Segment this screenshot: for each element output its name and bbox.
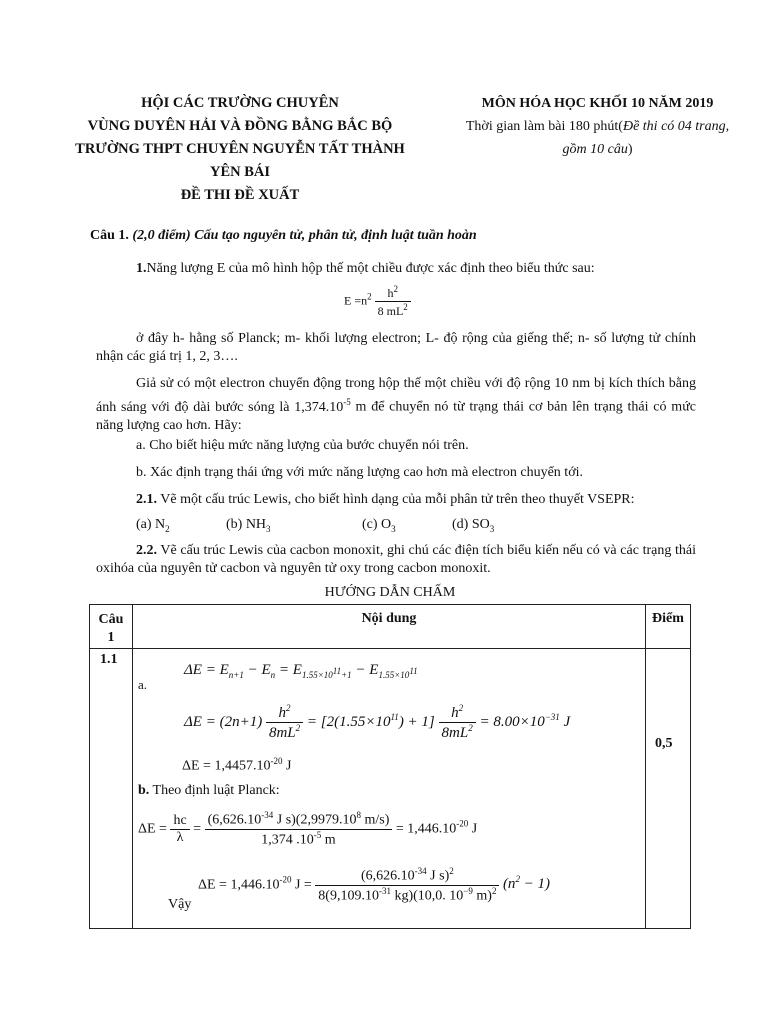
option-so3: (d) $SO_3$	[452, 517, 495, 534]
table-border-left	[89, 604, 90, 929]
equation-a1: $\Delta E = E_{n+1} - E_n = E_{1.55\times 10^{11}+1} - E_{1.55\times 10^{11}}$	[184, 662, 418, 680]
part-b-heading: b. Theo định luật Planck:	[138, 783, 280, 798]
table-border-bottom	[89, 928, 690, 929]
exam-info	[445, 92, 750, 161]
header-line-5: ĐỀ THI ĐỀ XUẤT	[180, 187, 300, 203]
header-line-4: YÊN BÁI	[209, 164, 271, 180]
result-a: $\Delta E = 1,4457.10^{-20}$ J	[182, 756, 292, 774]
school-header	[40, 92, 440, 207]
table-border-top	[89, 604, 690, 605]
variable-definitions: ở đây h- hằng số Planck; m- khối lượng electron; L- độ rộng của giếng thế; n- số lượng tử chính nhận các giá trị 1, 2, 3….	[96, 331, 696, 364]
table-col-divider-1	[132, 604, 133, 929]
option-n2: (a) $N_2$	[136, 517, 170, 534]
table-header-divider	[89, 648, 690, 649]
exam-note: Đề thi có 04 trang, gồm 10 câu	[562, 119, 730, 157]
guide-title: HƯỚNG DẪN CHẤM	[324, 585, 456, 600]
question-a: a. Cho biết hiệu mức năng lượng của bước chuyển nói trên.	[136, 438, 469, 453]
header-line-2: VÙNG DUYÊN HẢI VÀ ĐỒNG BẰNG BẮC BỘ	[87, 118, 393, 134]
question-heading: Câu 1. (2,0 điểm) Cấu tạo nguyên tử, phân tử, định luật tuần hoàn	[90, 228, 477, 243]
exam-time: Thời gian làm bài 180 phút(Đề thi có 04 trang, gồm 10 câu)	[465, 119, 730, 157]
table-col-divider-2	[645, 604, 646, 929]
question-2-2: 2.2. Vẽ cấu trúc Lewis của cacbon monoxit, ghi chú các điện tích biểu kiến nếu có và các trạng thái oxihóa của nguyên tử cacbon và nguyên tử oxy trong cacbon monoxit.	[96, 543, 696, 576]
part1-intro: 1.Năng lượng E của mô hình hộp thế một chiều được xác định theo biểu thức sau:	[136, 261, 595, 276]
col-header-cau: Câu 1	[98, 612, 124, 645]
question-2-1: 2.1. Vẽ một cấu trúc Lewis, cho biết hình dạng của mỗi phân tử trên theo thuyết VSEPR:	[136, 492, 635, 507]
energy-formula: $E =n^2$ $\frac{h^2}{8 mL^2}$	[344, 284, 411, 319]
electron-problem: Giả sử có một electron chuyển động trong hộp thế một chiều với độ rộng 10 nm bị kích thích bằng ánh sáng với độ dài bước sóng là $1,374.10^{-5}$ m để chuyển nó từ trạng thái cơ bản lên trạng thái có mức năng lượng cao hơn. Hãy:	[96, 376, 696, 433]
header-line-1: HỘI CÁC TRƯỜNG CHUYÊN	[141, 95, 339, 111]
table-border-right	[690, 604, 691, 929]
part-a-label: a.	[138, 677, 148, 692]
col-header-diem: Điểm	[652, 611, 684, 626]
header-line-3: TRƯỜNG THPT CHUYÊN NGUYỄN TẤT THÀNH	[75, 141, 405, 157]
option-o3: (c) $O_3$	[362, 517, 396, 534]
score: 0,5	[655, 736, 673, 751]
equation-b2: $\Delta E = 1,446.10^{-20}$ J = $\frac{(6,626.10^{-34} J s)^2}{8(9,109.10^{-31} kg)(10,0. 10^{-9} m)^2}$ $(n^2 - 1)$	[198, 866, 551, 904]
question-b: b. Xác định trạng thái ứng với mức năng lượng cao hơn mà electron chuyển tới.	[136, 465, 583, 480]
equation-b1: ΔE = $\frac{hc}{\lambda}$ = $\frac{(6,626.10^{-34} J s)(2,9979.10^8 m/s)}{1,374 .10^{-5} m}$ = $1,446.10^{-20}$ J	[138, 810, 478, 848]
row-label: 1.1	[100, 652, 118, 667]
equation-a2: ΔE = (2n+1) $\frac{h^2}{8mL^2}$ = $[2(1.55\times 10^{11}) + 1]$ $\frac{h^2}{8mL^2}$ = $8.00\times 10^{-31}$ J	[184, 703, 571, 741]
conclusion-label: Vậy	[168, 897, 192, 912]
exam-subject: MÔN HÓA HỌC KHỐI 10 NĂM 2019	[481, 96, 714, 111]
option-nh3: (b) $NH_3$	[226, 517, 271, 534]
col-header-noidung: Nội dung	[361, 611, 417, 626]
